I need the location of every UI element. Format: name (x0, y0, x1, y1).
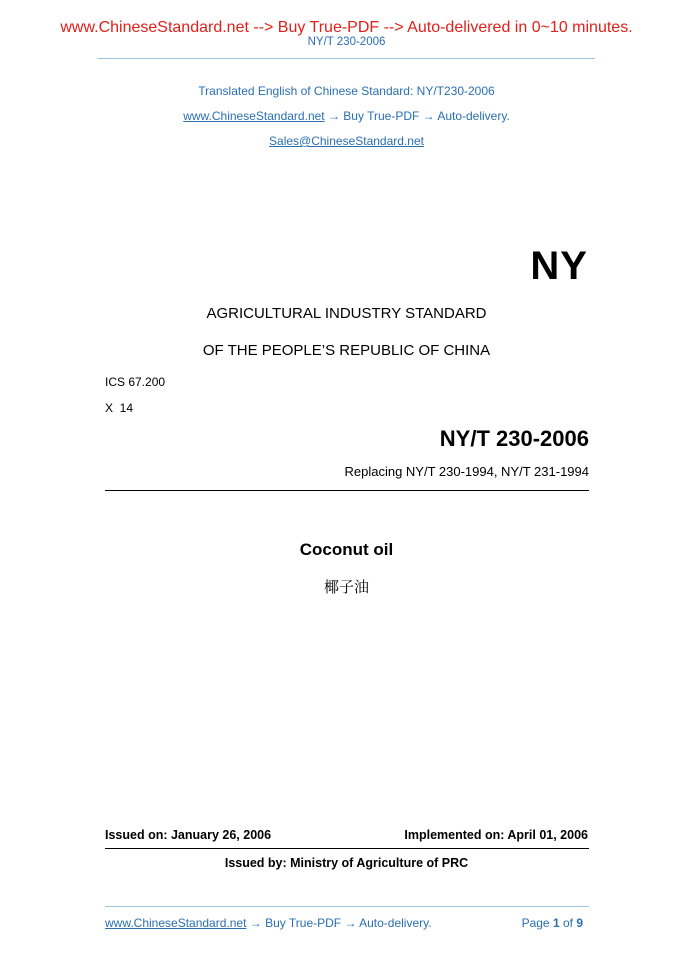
delivery-text: → Buy True-PDF → Auto-delivery. (324, 109, 510, 123)
promo-banner[interactable]: www.ChineseStandard.net --> Buy True-PDF --> Auto-delivered in 0~10 minutes. (60, 19, 633, 36)
delivery-line (0, 109, 693, 123)
footer-divider (105, 906, 589, 907)
standard-code: NY/T 230-2006 (439, 426, 589, 451)
of-label: of (559, 916, 577, 930)
ics-code: ICS 67.200 (105, 375, 166, 389)
page-indicator (522, 916, 583, 930)
footer-site-link[interactable]: www.ChineseStandard.net (105, 916, 247, 930)
ny-logo: NY (530, 244, 588, 288)
page-total: 9 (576, 916, 583, 930)
running-header: NY/T 230-2006 (307, 36, 386, 48)
prc-heading: OF THE PEOPLE’S REPUBLIC OF CHINA (202, 342, 491, 359)
issued-by: Issued by: Ministry of Agriculture of PRC (224, 856, 469, 870)
title-english: Coconut oil (299, 540, 394, 559)
replacing-note: Replacing NY/T 230-1994, NY/T 231-1994 (344, 464, 589, 479)
footer-delivery-text: → Buy True-PDF → Auto-delivery. (246, 916, 432, 930)
title-rule (105, 490, 589, 491)
issue-rule (105, 848, 589, 849)
classification-code: X 14 (105, 401, 134, 415)
sales-email-link[interactable]: Sales@ChineseStandard.net (269, 134, 424, 148)
site-link[interactable]: www.ChineseStandard.net (183, 109, 325, 123)
page-label: Page (521, 916, 553, 930)
sales-line (0, 134, 693, 148)
footer-delivery (105, 916, 432, 930)
agri-standard-heading: AGRICULTURAL INDUSTRY STANDARD (206, 305, 487, 322)
title-chinese: 椰子油 (323, 579, 369, 596)
implemented-on: Implemented on: April 01, 2006 (404, 828, 588, 842)
page-number: 1 (552, 916, 560, 930)
issued-on: Issued on: January 26, 2006 (105, 828, 272, 842)
header-divider (98, 58, 595, 59)
translated-line: Translated English of Chinese Standard: NY/T230-2006 (198, 84, 495, 98)
